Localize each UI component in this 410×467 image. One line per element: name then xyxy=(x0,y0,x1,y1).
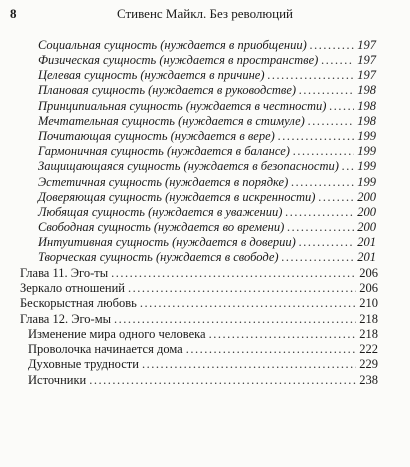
toc-entry-spiritual: Духовные трудности ..... 229 xyxy=(28,357,378,372)
toc-chapter-11: Глава 11. Эго-ты ..... 206 xyxy=(20,266,378,281)
toc-entry-planning: Плановая сущность (нуждается в руководстве) ..... 198 xyxy=(38,83,376,98)
toc-entry-dreamy: Мечтательная сущность (нуждается в стимуле) ..... 198 xyxy=(38,114,376,129)
toc-entry-social: Социальная сущность (нуждается в приобщении) ..... 197 xyxy=(38,38,376,53)
toc-entry-loving: Любящая сущность (нуждается в уважении) ..... 200 xyxy=(38,205,376,220)
toc-entry-principled: Принципиальная сущность (нуждается в честности) ..... 198 xyxy=(38,99,376,114)
toc-entry-physical: Физическая сущность (нуждается в пространстве) ..... 197 xyxy=(38,53,376,68)
toc-entry-procrastination: Проволочка начинается дома ..... 222 xyxy=(28,342,378,357)
toc-entry-selfless-love: Бескорыстная любовь ..... 210 xyxy=(20,296,378,311)
page-number: 8 xyxy=(10,6,17,21)
toc-chapter-12: Глава 12. Эго-мы ..... 218 xyxy=(20,312,378,327)
toc-entry-sources: Источники ..... 238 xyxy=(28,373,378,388)
toc-entry-intuitive: Интуитивная сущность (нуждается в доверии) ..... 201 xyxy=(38,235,376,250)
toc-entry-revering: Почитающая сущность (нуждается в вере) ..... 199 xyxy=(38,129,376,144)
page-header xyxy=(0,6,410,22)
toc-entry-aesthetic: Эстетичная сущность (нуждается в порядке) ..... 199 xyxy=(38,175,376,190)
toc-entry-free: Свободная сущность (нуждается во времени) ..... 200 xyxy=(38,220,376,235)
toc-entry-target: Целевая сущность (нуждается в причине) ..... 197 xyxy=(38,68,376,83)
toc-entry-harmonious: Гармоничная сущность (нуждается в балансе) ..... 199 xyxy=(38,144,376,159)
toc-entry-trusting: Доверяющая сущность (нуждается в искренности) ..... 200 xyxy=(38,190,376,205)
running-title: Стивенс Майкл. Без революций xyxy=(116,6,294,21)
toc-entry-world-change: Изменение мира одного человека ..... 218 xyxy=(28,327,378,342)
toc-entry-protective: Защищающаяся сущность (нуждается в безопасности) ..... 199 xyxy=(38,159,376,174)
toc-entry-creative: Творческая сущность (нуждается в свободе) ..... 201 xyxy=(38,250,376,265)
toc-entry-mirror: Зеркало отношений ..... 206 xyxy=(20,281,378,296)
